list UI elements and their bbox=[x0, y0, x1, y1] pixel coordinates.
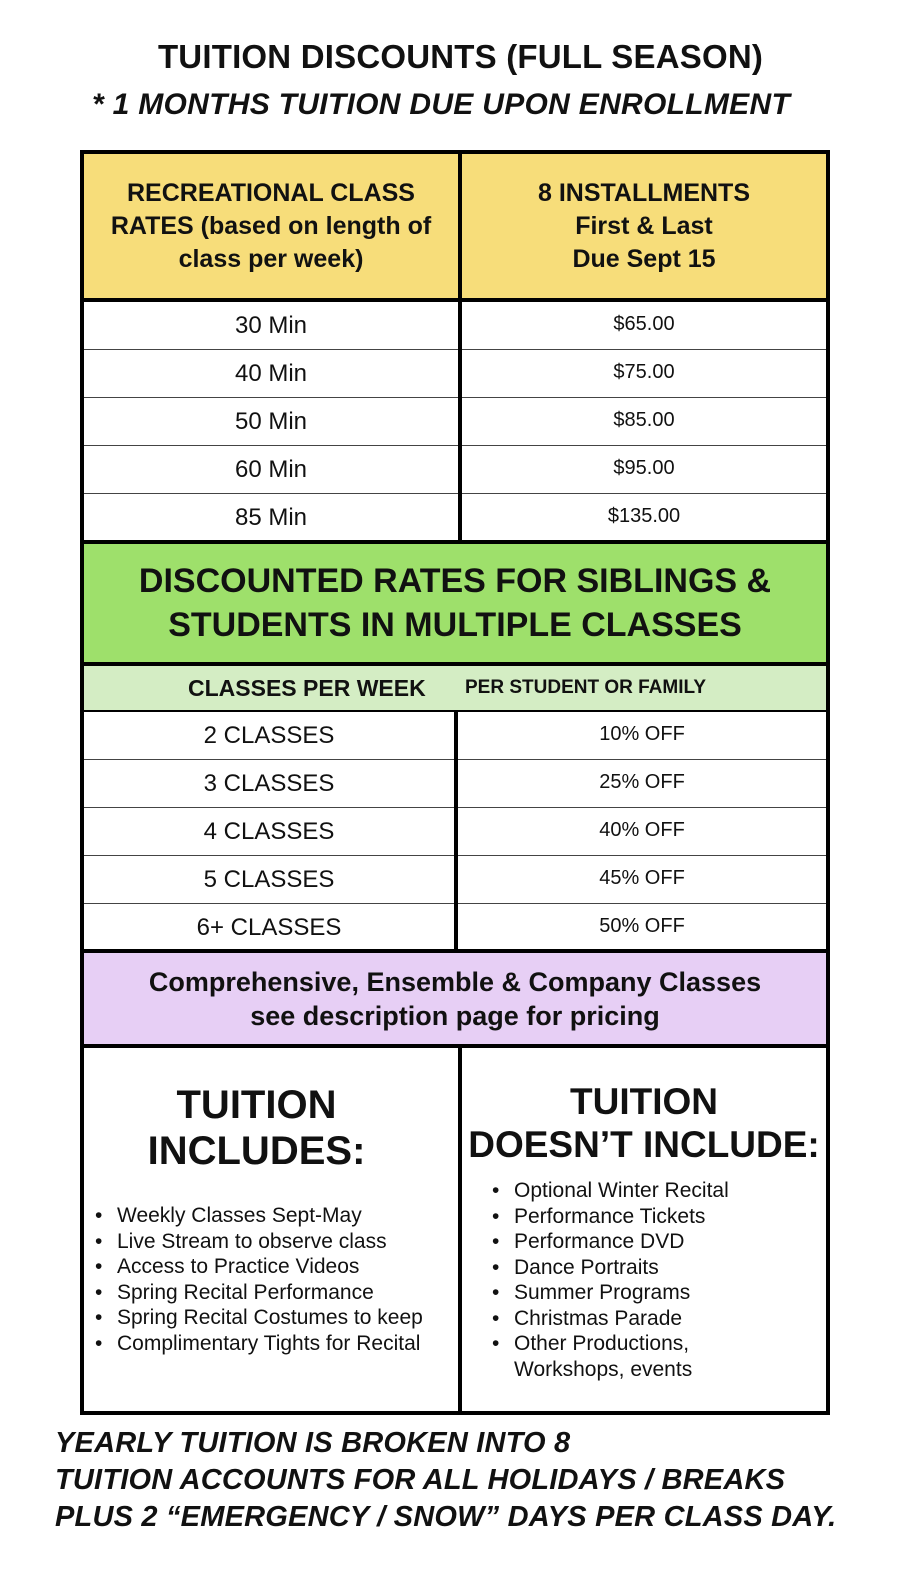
list-item: • Performance Tickets bbox=[488, 1204, 823, 1230]
list-item: • Spring Recital Costumes to keep bbox=[91, 1305, 456, 1331]
discount-off-cell: 45% OFF bbox=[599, 866, 685, 889]
rate-length-cell: 60 Min bbox=[234, 455, 308, 483]
rate-length-cell: 50 Min bbox=[234, 407, 308, 435]
includes-title bbox=[84, 1082, 429, 1174]
list-item: • Weekly Classes Sept-May bbox=[91, 1203, 456, 1229]
enrollment-note: * 1 MONTHS TUITION DUE UPON ENROLLMENT bbox=[92, 88, 791, 121]
discount-title-line: STUDENTS IN MULTIPLE CLASSES bbox=[168, 606, 742, 644]
rates-installments-header bbox=[462, 154, 826, 298]
rates-installments-header-line: 8 INSTALLMENTS bbox=[537, 178, 751, 207]
rates-installments-header-line: Due Sept 15 bbox=[572, 244, 716, 273]
page-title: TUITION DISCOUNTS (FULL SEASON) bbox=[157, 38, 764, 75]
list-item: • Dance Portraits bbox=[488, 1255, 823, 1281]
list-item: • Other Productions, bbox=[488, 1331, 823, 1357]
rate-price-cell: $95.00 bbox=[613, 456, 675, 479]
divider bbox=[84, 1044, 826, 1048]
discount-subheader-row bbox=[84, 666, 826, 710]
rate-length-cell: 85 Min bbox=[234, 503, 308, 531]
classes-per-week-header: CLASSES PER WEEK bbox=[188, 674, 426, 701]
excludes-title-line: TUITION bbox=[570, 1081, 718, 1122]
excludes-title bbox=[462, 1080, 826, 1166]
rates-length-header-line: RATES (based on length of bbox=[110, 211, 432, 240]
comprehensive-banner bbox=[84, 953, 826, 1044]
rate-length-cell: 30 Min bbox=[234, 311, 308, 339]
footer-note bbox=[55, 1425, 836, 1536]
list-item: • Performance DVD bbox=[488, 1229, 823, 1255]
discount-title-line: DISCOUNTED RATES FOR SIBLINGS & bbox=[138, 562, 772, 600]
per-student-header: PER STUDENT OR FAMILY bbox=[465, 677, 707, 698]
list-item: Workshops, events bbox=[514, 1357, 693, 1381]
rate-price-cell: $75.00 bbox=[613, 360, 675, 383]
rate-price-cell: $65.00 bbox=[613, 312, 675, 335]
rates-length-header-line: class per week) bbox=[178, 244, 364, 273]
rates-header-row bbox=[84, 154, 826, 298]
list-item: • Access to Practice Videos bbox=[91, 1254, 456, 1280]
rate-price-cell: $85.00 bbox=[613, 408, 675, 431]
discount-classes-cell: 5 CLASSES bbox=[203, 865, 335, 893]
discount-classes-cell: 2 CLASSES bbox=[203, 721, 335, 749]
discount-off-cell: 50% OFF bbox=[599, 914, 685, 937]
includes-title-line: INCLUDES: bbox=[147, 1129, 366, 1173]
footer-line: TUITION ACCOUNTS FOR ALL HOLIDAYS / BREAKS bbox=[55, 1464, 786, 1496]
rates-installments-header-line: First & Last bbox=[575, 211, 713, 240]
discount-classes-cell: 3 CLASSES bbox=[203, 769, 335, 797]
excludes-list bbox=[488, 1178, 823, 1382]
discount-off-cell: 10% OFF bbox=[599, 722, 685, 745]
discount-classes-cell: 4 CLASSES bbox=[203, 817, 335, 845]
list-item: • Complimentary Tights for Recital bbox=[91, 1331, 456, 1357]
discount-off-cell: 25% OFF bbox=[599, 770, 685, 793]
list-item: • Spring Recital Performance bbox=[91, 1280, 456, 1306]
excludes-title-line: DOESN’T INCLUDE: bbox=[468, 1124, 820, 1165]
rates-length-header bbox=[84, 154, 458, 298]
column-divider bbox=[454, 710, 458, 949]
includes-list bbox=[91, 1203, 456, 1356]
column-divider bbox=[458, 154, 462, 540]
discount-classes-cell: 6+ CLASSES bbox=[196, 913, 342, 941]
footer-line: PLUS 2 “EMERGENCY / SNOW” DAYS PER CLASS DAY. bbox=[55, 1501, 837, 1533]
footer-line: YEARLY TUITION IS BROKEN INTO 8 bbox=[55, 1427, 571, 1459]
list-item: • Optional Winter Recital bbox=[488, 1178, 823, 1204]
comprehensive-line: see description page for pricing bbox=[250, 1000, 660, 1031]
rates-length-header-line: RECREATIONAL CLASS bbox=[127, 178, 415, 207]
tuition-sheet bbox=[80, 150, 830, 1415]
column-divider bbox=[458, 1048, 462, 1411]
list-item: • Summer Programs bbox=[488, 1280, 823, 1306]
list-item: • Live Stream to observe class bbox=[91, 1229, 456, 1255]
rate-length-cell: 40 Min bbox=[234, 359, 308, 387]
includes-title-line: TUITION bbox=[176, 1083, 337, 1127]
comprehensive-line: Comprehensive, Ensemble & Company Classes bbox=[148, 966, 762, 997]
list-item: • Christmas Parade bbox=[488, 1306, 823, 1332]
rate-price-cell: $135.00 bbox=[607, 504, 681, 527]
discount-off-cell: 40% OFF bbox=[599, 818, 685, 841]
discount-banner bbox=[84, 544, 826, 662]
